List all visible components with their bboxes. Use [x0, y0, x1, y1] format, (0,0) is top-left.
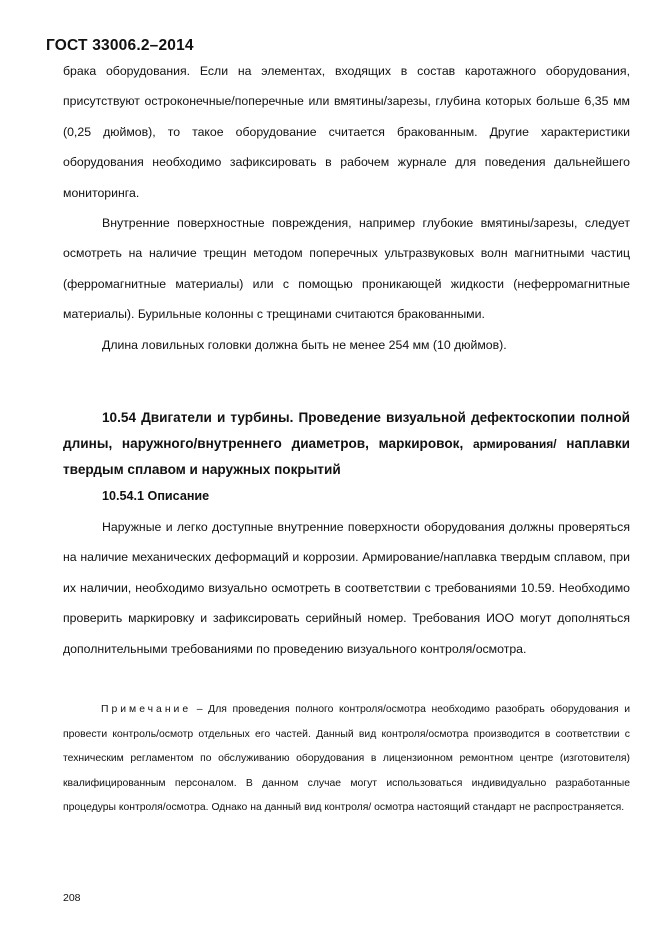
section-heading-main: 10.54 Двигатели и турбины. Проведение визуальной дефектоскопии полной длины, наружного/внутреннего диаметров, маркировок,: [63, 410, 630, 451]
subsection-heading: 10.54.1 Описание: [102, 489, 210, 503]
note-text: – Для проведения полного контроля/осмотра необходимо разобрать оборудования и провести контроль/осмотр отдельных его частей. Данный вид контроля/осмотра производится в соответствии с техническим регламентом по обслуживанию оборудования в лицензионном ремонтном центре (изготовителя) квалифицированным персоналом. В данном случае могут использоваться индивидуально разработанные процедуры контроля/осмотра. Однако на данный вид контроля/ осмотра настоящий стандарт не распространяется.: [63, 704, 630, 814]
section-heading-tail: наплавки твердым сплавом и наружных покрытий: [63, 435, 630, 477]
paragraph-fishing-head: Длина ловильных головки должна быть не менее 254 мм (10 дюймов).: [102, 337, 507, 352]
paragraph-description: Наружные и легко доступные внутренние поверхности оборудования должны проверяться на наличие механических деформаций и коррозии. Армирование/наплавка твердым сплавом, при их наличии, необходимо визуально осмотреть в соответствии с требованиями 10.59. Необходимо проверить маркировку и зафиксировать серийный номер. Требования ИОО могут дополняться дополнительными требованиями по проведению визуального контроля/осмотра.: [63, 520, 630, 656]
section-heading: [63, 405, 630, 483]
note-block: [63, 698, 630, 821]
text-block-2: [63, 512, 630, 664]
text-block-1: [63, 56, 630, 360]
paragraph-defects: брака оборудования. Если на элементах, входящих в состав каротажного оборудования, присутствуют остроконечные/поперечные или вмятины/зарезы, глубина которых больше 6,35 мм (0,25 дюймов), то такое оборудование считается бракованным. Другие характеристики оборудования необходимо зафиксировать в рабочем журнале для поведения дальнейшего мониторинга.: [63, 64, 630, 200]
note-label: Примечание: [101, 704, 192, 715]
paragraph-internal-damage: Внутренние поверхностные повреждения, например глубокие вмятины/зарезы, следует осмотреть на наличие трещин методом поперечных ультразвуковых волн магнитными частиц (ферромагнитные материалы) или с помощью проникающей жидкости (неферромагнитные материалы). Бурильные колонны с трещинами считаются бракованными.: [63, 216, 630, 322]
page-number: 208: [63, 892, 81, 904]
section-heading-small: армирования/: [472, 436, 557, 451]
standard-code-header: ГОСТ 33006.2–2014: [46, 37, 194, 54]
